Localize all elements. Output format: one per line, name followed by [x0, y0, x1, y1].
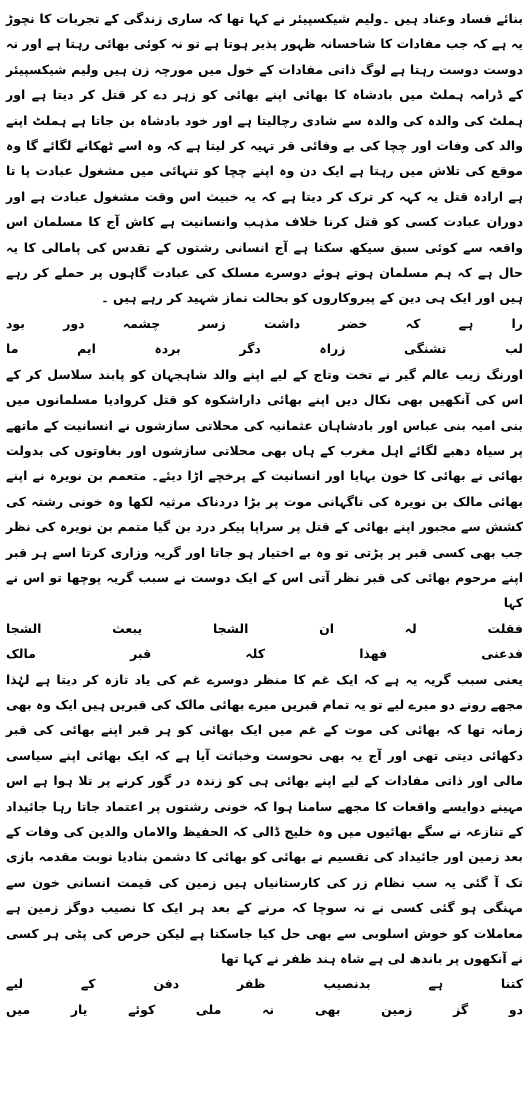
verse-word: خضر [338, 315, 368, 331]
verse-word: ہے [458, 315, 474, 331]
verse-word: ہے [428, 976, 444, 992]
verse-word: ما [6, 341, 19, 357]
verse-word: فدعنی [481, 646, 523, 662]
verse-word: زراہ [319, 341, 346, 357]
verse-word: زسر [198, 315, 226, 331]
verse-2-line-2 [6, 641, 523, 666]
verse-1-line-1 [6, 311, 523, 336]
verse-word: را [511, 315, 523, 331]
verse-word: دور [63, 315, 85, 331]
verse-word: میں [6, 1001, 31, 1017]
verse-word: لیے [6, 976, 24, 992]
verse-3-line-1 [6, 971, 523, 996]
verse-word: فقلت [487, 620, 523, 636]
verse-word: لب [505, 341, 523, 357]
verse-3-line-2 [6, 997, 523, 1022]
verse-word: بھی [314, 1001, 341, 1017]
verse-word: کوئے [128, 1001, 156, 1017]
verse-word: گز [453, 1001, 469, 1017]
verse-word: مالک [6, 646, 36, 662]
verse-word: کے [80, 976, 96, 992]
verse-word: بود [6, 315, 25, 331]
verse-2-line-1 [6, 616, 523, 641]
verse-word: نہ [262, 1001, 275, 1017]
verse-word: زمین [381, 1001, 413, 1017]
verse-word: فھذا [359, 646, 388, 662]
verse-word: بردہ [154, 341, 181, 357]
verse-word: یبعث [112, 620, 143, 636]
verse-1-line-2 [6, 336, 523, 361]
verse-word: تشنگی [404, 341, 447, 357]
verse-word: دفن [153, 976, 180, 992]
paragraph-modern: یعنی سبب گریہ یہ ہے کہ ایک غم کا منظر دوسرے غم کی یاد تازہ کر دیتا ہے لہٰذا مجھے رونے دو میرے لیے تو یہ تمام قبریں میرے بھائی مالک کی قبریں ہیں ایک وہ بھی زمانہ تھا کہ بھائی کی موت کے غم میں ایک بھائی کو ہر قبر اپنے بھائی کی قبر دکھائی دیتی تھی اور آج یہ بھی نحوست وخباثت آیا ہے کہ ایک بھائی اپنے سیاسی مالی اور ذاتی مفادات کے لیے اپنے بھائی ہی کو زندہ در گور کرنے پر تلا ہوا ہے اس مہینے دوایسے واقعات کا مجھے سامنا ہوا کہ خونی رشتوں پر اعتماد جاتا رہا جائیداد کے تنازعہ نے سگے بھائیوں میں وہ خلیج ڈالی کہ الحفیظ والاماں والدین کی وفات کے بعد زمین اور جائیداد کی تقسیم نے بھائی کو بھائی کا دشمن بنادیا نوبت مقدمہ بازی تک آ گئی یہ سب نظام زر کی کارستانیاں ہیں زمین کی قیمت انسانی خون سے مہنگی ہو گئی کسی نے نہ سوچا کہ مرنے کے بعد ہر ایک کا نصیب دوگز زمین ہے معاملات کو خوش اسلوبی سے بھی حل کیا جاسکتا ہے لیکن حرص کی پٹی ہر کسی نے آنکھوں پر باندھ لی ہے شاہ ہند ظفر نے کہا تھا [6, 671, 523, 967]
verse-word: کتنا [500, 976, 523, 992]
verse-word: کلہ [245, 646, 266, 662]
verse-word: چشمہ [122, 315, 161, 331]
verse-word: کہ [405, 315, 421, 331]
verse-word: ملی [195, 1001, 222, 1017]
verse-word: الشجا [212, 620, 249, 636]
verse-word: لہ [404, 620, 417, 636]
verse-word: ان [319, 620, 335, 636]
paragraph-intro: بنائے فساد وعناد ہیں ۔ولیم شیکسپیئر نے کہا تھا کہ ساری زندگی کے تجربات کا نچوڑ یہ ہے کہ جب مفادات کا شاخسانہ ظہور پذیر ہوتا ہے تو نہ کوئی بھائی رہتا ہے اور نہ دوست دوست رہتا ہے لوگ ذاتی مفادات کے خول میں مورچہ زن ہیں ولیم شیکسپیئر کے ڈرامہ ہملٹ میں بادشاہ کا بھائی اپنے بھائی کو زہر دے کر قتل کر دیتا ہے اور ہملٹ کی والدہ کی والدہ سے شادی رچالیتا ہے اور خود بادشاہ بن جاتا ہے ہملٹ اپنے والد کی وفات اور چچا کی بے وفائی قر تہیہ کر لیتا ہے کہ وہ اسے ٹھکانے لگائے گا وہ موقع کی تلاش میں رہتا ہے ایک دن وہ اپنے چچا کو تنہائی میں مشغول عبادت پا تا ہے ارادہ قتل یہ کہہ کر ترک کر دیتا ہے کہ یہ خبیث اس وقت مشغول عبادت ہے اور دوران عبادت کسی کو قتل کرنا خلاف مذہب وانسانیت ہے کاش آج کا مسلمان اس واقعہ سے کوئی سبق سیکھ سکتا ہے آج انسانی رشتوں کے تقدس کی پامالی کا یہ حال ہے کہ ہم مسلمان ہوتے ہوئے دوسرے مسلک کی عبادت گاہوں پر حملے کر رہے ہیں اور ایک ہی دین کے پیروکاروں کو بحالت نماز شہید کر رہے ہیں ۔ [6, 11, 523, 306]
verse-word: قبر [130, 646, 152, 662]
verse-word: بدنصیب [323, 976, 371, 992]
verse-word: ظفر [236, 976, 266, 992]
verse-word: یار [70, 1001, 88, 1017]
verse-word: الشجا [6, 620, 42, 636]
verse-word: دگر [239, 341, 261, 357]
paragraph-history: اورنگ زیب عالم گیر نے تخت وتاج کے لیے اپنے والد شاہجہان کو پابند سلاسل کر کے اس کی آنکھیں بھی نکال دیں اپنے بھائی داراشکوہ کو قتل کروادیا مسلمانوں میں بنی امیہ بنی عباس اور بادشاہان عثمانیہ کی محلاتی سازشوں نے انسانیت کے ماتھے پر سیاہ دھبے لگائے اہل مغرب کے ہاں بھی محلاتی سازشوں اور بغاوتوں کی بدولت بھائی نے بھائی کا خون بہایا اور انسانیت کے پرخچے اڑا دیئے۔ متعمم بن نویرہ نے اپنے بھائی مالک بن نویرہ کی ناگہانی موت پر بڑا دردناک مرثیہ لکھا وہ خونی رشتہ کی کشش سے مجبور اپنے بھائی کے قتل پر سراپا پیکر درد بن گیا متمم بن نویرہ کی نظر جب بھی کسی قبر پر پڑتی تو وہ بے اختیار ہو جاتا اور گریہ وزاری کرتا اسے ہر قبر اپنے مرحوم بھائی کی قبر نظر آتی اس کے ایک دوست نے سبب گریہ پوچھا تو اس نے کہا [6, 366, 523, 611]
verse-word: ایم [77, 341, 96, 357]
verse-word: داشت [263, 315, 301, 331]
verse-word: دو [508, 1001, 523, 1017]
